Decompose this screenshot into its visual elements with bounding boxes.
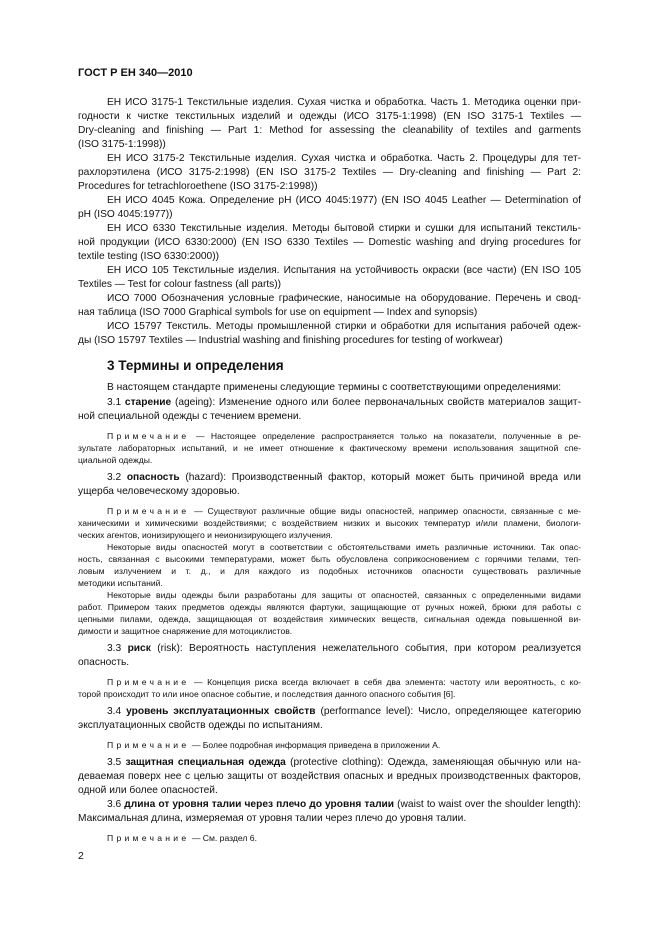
term-first-line: [78, 756, 581, 770]
term-number: 3.3: [107, 643, 122, 654]
note-line: [78, 505, 581, 517]
note-text: — Настоящее определение распространяется только на показатели, полученные в ре-: [195, 431, 581, 441]
reference-line: ЕН ИСО 3175-2 Текстильные изделия. Сухая чистка и обработка. Часть 2. Процедуры для тет-: [107, 153, 581, 164]
reference-line: годности к чистке текстильных изделий и одежды (ИСО 3175-1:1998) (EN ISO 3175-1 Textiles —: [78, 111, 581, 122]
term-note: [78, 832, 581, 844]
term-definition-text: (hazard): Производственный фактор, который может быть причиной вреда или: [185, 472, 581, 483]
note-label: Примечание: [107, 833, 190, 843]
reference-line: Dry-cleaning and finishing — Part 1: Method for assessing the cleanability of textiles and garments: [78, 125, 581, 136]
term-first-line: [78, 798, 581, 812]
term-line: ной специальной одежды с течением времени.: [78, 411, 302, 422]
reference-line: ЕН ИСО 6330 Текстильные изделия. Методы бытовой стирки и сушки для испытаний текстиль-: [107, 223, 581, 234]
note-line: димости и защитное снаряжение для мотоциклистов.: [78, 626, 293, 636]
note-paragraph: [78, 589, 581, 637]
term-name: старение: [124, 397, 172, 408]
note-line: работ. Примером таких предметов одежды являются фартуки, защищающие от ручных ножей, брюки для работы с: [78, 602, 581, 612]
note-line: ность, связанная с высокими температурами, может быть обусловлена соприкосновением с горячими телами, теп-: [78, 554, 581, 564]
page-content: [78, 96, 581, 844]
reference-entry: [78, 152, 581, 194]
term-first-line: [78, 642, 581, 656]
note-label: Примечание: [107, 431, 190, 441]
note-line: [78, 739, 581, 751]
term-note: [78, 739, 581, 751]
reference-entry: [78, 222, 581, 264]
section-intro: В настоящем стандарте применены следующие термины с соответствующими определениями:: [107, 382, 562, 393]
term-name: опасность: [126, 472, 180, 483]
reference-line: Procedures for tetrachloroethene (ISO 3175-2:1998)): [78, 181, 318, 192]
term-number: 3.1: [107, 397, 122, 408]
section-title: Термины и определения: [118, 358, 284, 373]
page-number: 2: [78, 850, 84, 862]
term-number: 3.2: [107, 472, 122, 483]
note-text: — Существуют различные общие виды опасностей, например опасности, связанные с ме-: [194, 506, 581, 516]
term-note: [78, 505, 581, 637]
term-definition: [78, 471, 581, 499]
term-definition: [78, 396, 581, 424]
section-number: 3: [107, 358, 115, 373]
term-line: эксплуатационных свойств одежды по испытаниям.: [78, 720, 323, 731]
document-code-header: ГОСТ Р ЕН 340—2010: [78, 67, 193, 79]
reference-line: ная таблица (ISO 7000 Graphical symbols for use on equipment — Index and synopsis): [78, 307, 478, 318]
note-line: циальной одежды.: [78, 455, 153, 465]
note-text: — Концепция риска всегда включает в себя два элемента: частоту или вероятность, с ко-: [193, 677, 581, 687]
term-definition: [78, 798, 581, 826]
term-definition-text: (performance level): Число, определяющее категорию: [320, 706, 581, 717]
term-name: уровень эксплуатационных свойств: [126, 706, 316, 717]
reference-entry: [78, 292, 581, 320]
note-paragraph: [78, 739, 581, 751]
term-note: [78, 430, 581, 466]
term-line: одной или более опасностей.: [78, 785, 218, 796]
note-paragraph: [78, 676, 581, 700]
term-line: деваемая поверх нее с целью защиты от воздействия опасных и вредных производственных факторов,: [78, 771, 581, 782]
term-line: опасность.: [78, 657, 130, 668]
term-definition: [78, 756, 581, 798]
reference-line: ды (ISO 15797 Textiles — Industrial washing and finishing procedures for testing of workwear): [78, 335, 503, 346]
reference-line: (ISO 3175-1:1998)): [78, 139, 166, 150]
reference-line: ИСО 15797 Текстиль. Методы промышленной стирки и обработки для испытания рабочей одеж-: [107, 321, 581, 332]
note-line: Некоторые виды опасностей могут в соответствии с обстоятельствами иметь различные источники. Так опас-: [107, 542, 581, 552]
note-line: ханическими и химическими воздействиями; с воздействием низких и высоких температур и/или пламени, биологи-: [78, 518, 581, 528]
term-definition-text: (ageing): Изменение одного или более первоначальных свойств материалов защит-: [174, 397, 581, 408]
note-line: методики испытаний.: [78, 578, 163, 588]
note-text: — Более подробная информация приведена в приложении А.: [191, 740, 441, 750]
terms-list: [78, 396, 581, 844]
note-line: цепными пилами, одежда, защищающая от воздействия химических веществ, сигнальная одежда повышенной ви-: [78, 614, 581, 624]
term-definition: [78, 705, 581, 733]
reference-line: ЕН ИСО 105 Текстильные изделия. Испытания на устойчивость окраски (все части) (EN ISO 105: [107, 265, 581, 276]
term-first-line: [78, 471, 581, 485]
reference-entry: [78, 320, 581, 348]
reference-line: Textiles — Test for colour fastness (all parts)): [78, 279, 282, 290]
term-number: 3.5: [107, 757, 122, 768]
note-line: ловым излучением и т. д., и для каждого из подобных источников опасности существовать различные: [78, 566, 581, 576]
term-number: 3.6: [107, 799, 122, 810]
reference-line: рахлорэтилена (ИСО 3175-2:1998) (EN ISO 3175-2 Textiles — Dry-cleaning and finishing — Part 2:: [78, 167, 581, 178]
note-text: — См. раздел 6.: [191, 833, 257, 843]
term-definition-text: (waist to waist over the shoulder length):: [397, 799, 581, 810]
reference-line: ИСО 7000 Обозначения условные графические, наносимые на оборудование. Перечень и свод-: [107, 293, 581, 304]
reference-line: pH (ISO 4045:1977)): [78, 209, 173, 220]
term-line: ущерба человеческому здоровью.: [78, 486, 240, 497]
term-name: защитная специальная одежда: [125, 757, 286, 768]
reference-entry: [78, 194, 581, 222]
note-line: ческих агентов, ионизирующего и неионизирующего излучения.: [78, 530, 333, 540]
reference-line: ЕН ИСО 4045 Кожа. Определение pH (ИСО 4045:1977) (EN ISO 4045 Leather — Determination of: [107, 195, 581, 206]
term-first-line: [78, 705, 581, 719]
note-paragraph: [78, 430, 581, 466]
note-label: Примечание: [107, 506, 190, 516]
note-paragraph: [78, 541, 581, 589]
term-definition-text: (protective clothing): Одежда, заменяющая обычную или на-: [290, 757, 581, 768]
reference-entry: [78, 96, 581, 152]
term-note: [78, 676, 581, 700]
term-definition-text: (risk): Вероятность наступления нежелательного события, при котором реализуется: [157, 643, 581, 654]
note-label: Примечание: [107, 677, 190, 687]
term-line: Максимальная длина, измеряемая от уровня талии через плечо до уровня талии.: [78, 813, 467, 824]
term-number: 3.4: [107, 706, 122, 717]
term-name: риск: [127, 643, 151, 654]
reference-line: ной продукции (ИСО 6330:2000) (EN ISO 6330 Textiles — Domestic washing and drying procedures for: [78, 237, 581, 248]
note-line: торой происходит то или иное опасное событие, и последствия данного опасного события [6].: [78, 689, 456, 699]
term-definition: [78, 642, 581, 670]
reference-line: textile testing (ISO 6330:2000)): [78, 251, 220, 262]
reference-entry: [78, 264, 581, 292]
note-paragraph: [78, 832, 581, 844]
term-name: длина от уровня талии через плечо до уровня талии: [124, 799, 395, 810]
section-heading: [78, 358, 581, 374]
note-line: зультате лабораторных испытаний, и не имеет отношение к фактическому времени использования защитной спе-: [78, 443, 581, 453]
note-line: Некоторые виды одежды были разработаны для защиты от опасностей, связанных с определенными видами: [107, 590, 581, 600]
note-line: [78, 676, 581, 688]
normative-references: [78, 96, 581, 348]
note-line: [78, 430, 581, 442]
note-label: Примечание: [107, 740, 190, 750]
reference-line: ЕН ИСО 3175-1 Текстильные изделия. Сухая чистка и обработка. Часть 1. Методика оценки при-: [107, 97, 581, 108]
note-paragraph: [78, 505, 581, 541]
note-line: [78, 832, 581, 844]
term-first-line: [78, 396, 581, 410]
